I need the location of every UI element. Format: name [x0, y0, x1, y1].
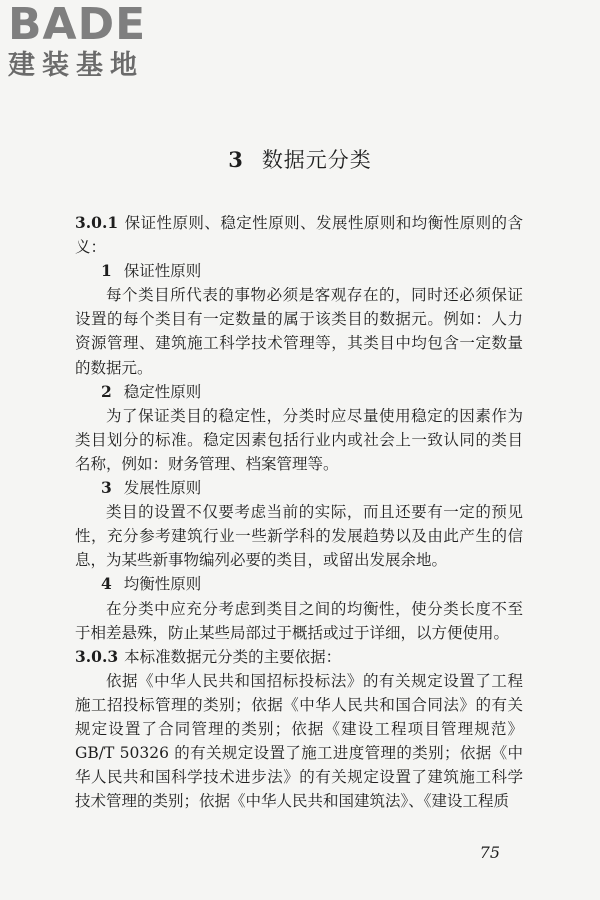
paragraph-3: 类目的设置不仅要考虑当前的实际，而且还要有一定的预见性，充分参考建筑行业一些新学科的发展趋势以及由此产生的信息，为某些新事物编列必要的类目，或留出发展余地。 — [75, 503, 523, 570]
chapter-number: 3 — [228, 147, 244, 172]
logo-subtitle: 建装基地 — [8, 50, 144, 81]
paragraph-5: 依据《中华人民共和国招标投标法》的有关规定设置了工程施工招投标管理的类别；依据《中华人民共和国合同法》的有关规定设置了合同管理的类别；依据《建设工程项目管理规范》GB/T 50326 的有关规定设置了施工进度管理的类别；依据《中华人民共和国科学技术进步法》的有关规定设置了建筑施工科学技术管理的类别；依据《中华人民共和国建筑法》、《建设工程质 — [75, 671, 523, 811]
clause-301 — [75, 211, 523, 259]
sub-number: 3 — [101, 478, 112, 498]
clause-303 — [75, 645, 523, 669]
sub-heading-text: 发展性原则 — [123, 479, 202, 498]
brand-logo — [8, 2, 178, 82]
logo-wordmark: BADE — [8, 0, 147, 50]
page-body — [75, 211, 523, 813]
sub-number: 4 — [101, 574, 112, 594]
sub-heading-1 — [75, 259, 523, 283]
sub-heading-text: 保证性原则 — [123, 262, 202, 281]
sub-heading-3 — [75, 476, 523, 500]
clause-number: 3.0.1 — [75, 213, 119, 232]
paragraph-1: 每个类目所代表的事物必须是客观存在的，同时还必须保证设置的每个类目有一定数量的属于该类目的数据元。例如：人力资源管理、建筑施工科学技术管理等，其类目中均包含一定数量的数据元。 — [75, 286, 523, 377]
chapter-title-text: 数据元分类 — [261, 148, 372, 172]
sub-heading-4 — [75, 572, 523, 596]
sub-heading-text: 均衡性原则 — [123, 575, 202, 594]
clause-intro: 本标准数据元分类的主要依据： — [124, 647, 342, 666]
sub-heading-2 — [75, 380, 523, 404]
sub-number: 1 — [101, 261, 112, 281]
clause-intro: 保证性原则、稳定性原则、发展性原则和均衡性原则的含义： — [75, 214, 523, 257]
clause-number: 3.0.3 — [75, 646, 119, 666]
paragraph-2: 为了保证类目的稳定性，分类时应尽量使用稳定的因素作为类目划分的标准。稳定因素包括行业内或社会上一致认同的类目名称，例如：财务管理、档案管理等。 — [75, 406, 523, 473]
sub-number: 2 — [101, 381, 112, 401]
page-number: 75 — [479, 843, 500, 862]
paragraph-4: 在分类中应充分考虑到类目之间的均衡性，使分类长度不至于相差悬殊，防止某些局部过于概括或过于详细，以方便使用。 — [75, 599, 523, 642]
sub-heading-text: 稳定性原则 — [123, 382, 202, 401]
chapter-title — [0, 144, 600, 174]
